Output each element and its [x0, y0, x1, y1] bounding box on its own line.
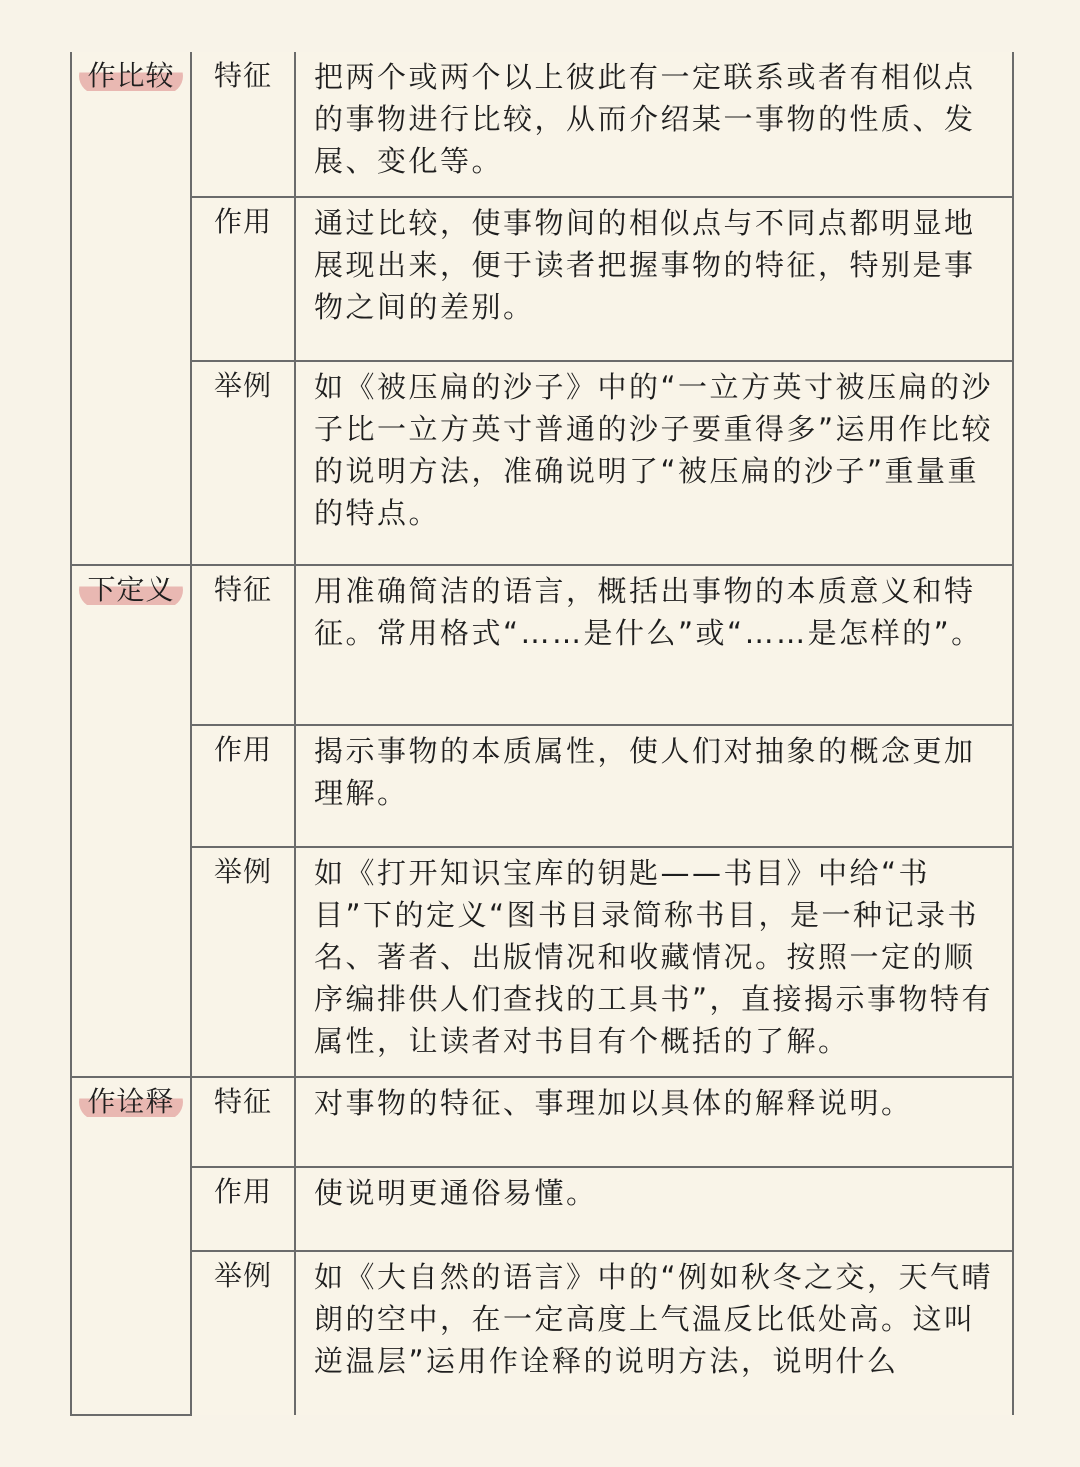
- content-text: 揭示事物的本质属性，使人们对抽象的概念更加理解。: [314, 734, 976, 810]
- table-row: [71, 1167, 1013, 1251]
- aspect-cell: [191, 361, 295, 565]
- table-row: [71, 1077, 1013, 1167]
- aspect-label: 作用: [213, 205, 272, 238]
- content-cell: [295, 1077, 1013, 1167]
- content-cell: [295, 197, 1013, 361]
- aspect-label: 举例: [213, 855, 272, 888]
- content-cell: [295, 361, 1013, 565]
- content-cell: [295, 725, 1013, 847]
- content-cell: [295, 847, 1013, 1077]
- aspect-cell: [191, 565, 295, 725]
- method-label: 作诠释: [79, 1084, 182, 1120]
- aspect-cell: [191, 1251, 295, 1415]
- content-text: 对事物的特征、事理加以具体的解释说明。: [314, 1086, 913, 1120]
- method-label: 下定义: [79, 572, 182, 608]
- content-text: 如《大自然的语言》中的“例如秋冬之交，天气晴朗的空中，在一定高度上气温反比低处高。这叫逆温层”运用作诠释的说明方法，说明什么: [314, 1260, 994, 1378]
- aspect-label: 特征: [213, 573, 272, 606]
- content-cell: [295, 52, 1013, 197]
- table-row: [71, 52, 1013, 197]
- table-row: [71, 725, 1013, 847]
- content-text: 通过比较，使事物间的相似点与不同点都明显地展现出来，便于读者把握事物的特征，特别是事物之间的差别。: [314, 206, 976, 324]
- content-text: 如《被压扁的沙子》中的“一立方英寸被压扁的沙子比一立方英寸普通的沙子要重得多”运用作比较的说明方法，准确说明了“被压扁的沙子”重量重的特点。: [314, 370, 994, 530]
- aspect-label: 特征: [213, 59, 272, 92]
- aspect-label: 作用: [213, 733, 272, 766]
- content-cell: [295, 1167, 1013, 1251]
- aspect-cell: [191, 847, 295, 1077]
- table-row: [71, 361, 1013, 565]
- explanation-methods-table: [70, 52, 1014, 1416]
- method-cell: [71, 52, 191, 565]
- aspect-cell: [191, 1077, 295, 1167]
- content-text: 用准确简洁的语言，概括出事物的本质意义和特征。常用格式“……是什么”或“……是怎样的”。: [314, 574, 983, 650]
- table-row: [71, 847, 1013, 1077]
- aspect-label: 举例: [213, 1259, 272, 1292]
- method-cell: [71, 1077, 191, 1415]
- content-text: 把两个或两个以上彼此有一定联系或者有相似点的事物进行比较，从而介绍某一事物的性质、发展、变化等。: [314, 60, 976, 178]
- aspect-cell: [191, 197, 295, 361]
- content-cell: [295, 1251, 1013, 1415]
- method-label: 作比较: [79, 58, 182, 94]
- aspect-label: 特征: [213, 1085, 272, 1118]
- aspect-label: 作用: [213, 1175, 272, 1208]
- aspect-cell: [191, 725, 295, 847]
- aspect-label: 举例: [213, 369, 272, 402]
- content-text: 使说明更通俗易懂。: [314, 1176, 598, 1210]
- table-row: [71, 565, 1013, 725]
- table-row: [71, 1251, 1013, 1415]
- method-cell: [71, 565, 191, 1077]
- table-row: [71, 197, 1013, 361]
- aspect-cell: [191, 52, 295, 197]
- content-text: 如《打开知识宝库的钥匙——书目》中给“书目”下的定义“图书目录简称书目，是一种记录书名、著者、出版情况和收藏情况。按照一定的顺序编排供人们查找的工具书”，直接揭示事物特有属性，让读者对书目有个概括的了解。: [314, 856, 994, 1058]
- content-cell: [295, 565, 1013, 725]
- aspect-cell: [191, 1167, 295, 1251]
